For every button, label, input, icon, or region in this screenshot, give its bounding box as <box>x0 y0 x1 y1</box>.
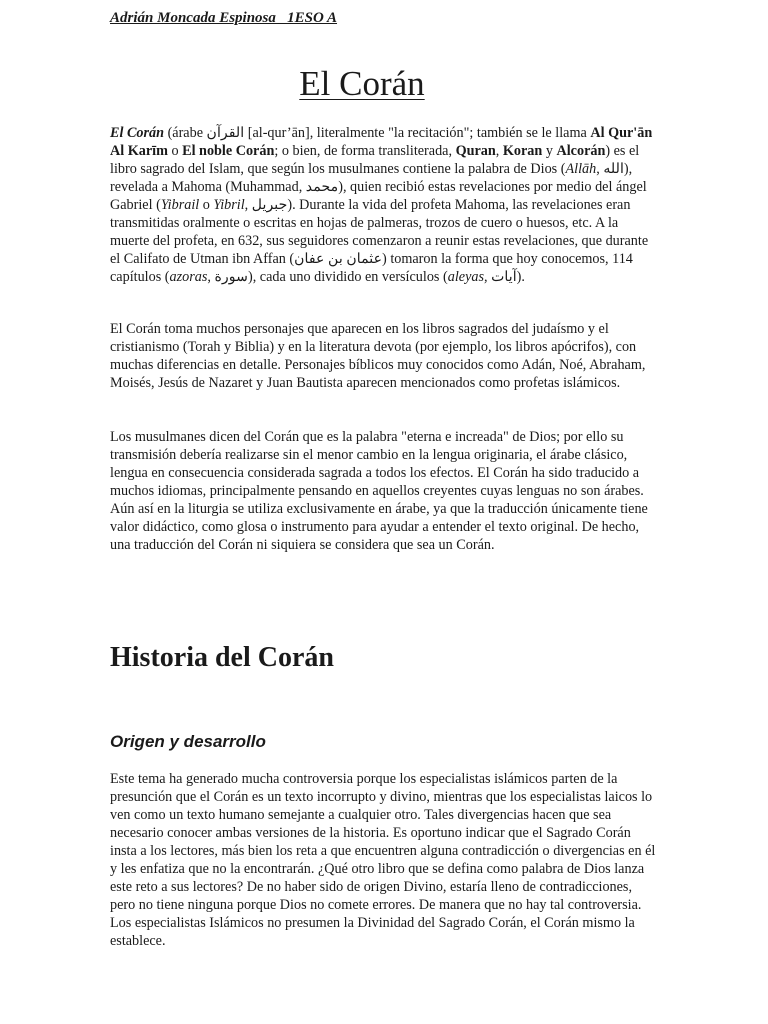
text-span: ). Durante la vida del profeta Mahoma, las revelaciones eran transmitidas oralmente o escritas en hojas de palmeras, trozos de cuero o huesos, etc. A la muerte del profeta, en 632, sus seguidores comenzaron a reunir estas revelaciones, que durante el Califato de Utman ibn Affan ( <box>110 197 649 267</box>
arabic-sura: سورة <box>214 269 248 285</box>
text-span: o <box>167 143 183 159</box>
text-span: [al-qur’ān], literalmente "la recitación"; también se le llama <box>244 125 591 141</box>
text-span: , <box>483 269 492 285</box>
text-span: (árabe <box>164 125 207 141</box>
term-allah: Allāh <box>565 161 597 177</box>
arabic-jibril: جبريل <box>251 197 288 213</box>
intro-paragraph <box>110 124 658 286</box>
paragraph-origen: Este tema ha generado mucha controversia porque los especialistas islámicos parten de la presunción que el Corán es un texto incorrupto y divino, mientras que los especialistas laicos lo ven como un texto humano semejante a cualquier otro. Tales divergencias hacen que sea necesario conocer ambas versiones de la historia. Es oportuno indicar que el Sagrado Corán insta a los lectores, más bien los reta a que encuentren alguna contradicción o divergencias en él y les enfatiza que no la encontrarán. ¿Qué otro libro que se defina como palabra de Dios lanza este reto a sus lectores? De no haber sido de origen Divino, estaría lleno de contradicciones, pero no tiene ninguna porque Dios no comete errores. De manera que no hay tal controversia. Los especialistas Islámicos no presumen la Divinidad del Sagrado Corán, el Corán mismo la establece. <box>110 771 656 949</box>
text-span: ) es el libro sagrado del Islam, que según los musulmanes contiene la palabra de Dios ( <box>110 143 640 177</box>
arabic-muhammad: محمد <box>305 179 339 195</box>
text-span: , <box>207 269 215 285</box>
arabic-quran: القرآن <box>206 125 245 141</box>
text-span: , <box>244 197 252 213</box>
text-span: o <box>199 197 214 213</box>
term-al-quran-al-karim: Al Qur'ān Al Karīm <box>110 125 653 159</box>
term-alcoran: Alcorán <box>556 143 606 159</box>
term-el-noble-coran: El noble Corán <box>182 143 275 159</box>
text-span: ). <box>516 269 525 285</box>
paragraph-traduccion: Los musulmanes dicen del Corán que es la palabra "eterna e increada" de Dios; por ello su transmisión debería realizarse sin el menor cambio en la lengua originaria, el árabe clásico, lengua en consecuencia considerada sagrada a todos los efectos. El Corán ha sido traducido a muchos idiomas, principalmente pensando en aquellos creyentes cuyas lenguas no son árabes. Aún así en la liturgia se utiliza exclusivamente en árabe, ya que la traducción únicamente tiene valor didáctico, como glosa o instrumento para ayudar a entender el texto original. De hecho, una traducción del Corán ni siquiera se considera que sea un Corán. <box>110 429 648 553</box>
term-aleyas: aleyas <box>447 269 484 285</box>
arabic-ayat: آيات <box>491 269 517 285</box>
text-span: ) tomaron la forma que hoy conocemos, 114 capítulos ( <box>110 251 633 285</box>
subheading-origen: Origen y desarrollo <box>110 732 266 751</box>
author-header: Adrián Moncada Espinosa 1ESO A <box>110 10 338 26</box>
term-yibril: Yibril <box>213 197 245 213</box>
text-span: ; o bien, de forma transliterada, <box>274 143 456 159</box>
text-span: y <box>542 143 557 159</box>
term-yibrail: Yibrail <box>160 197 200 213</box>
text-span: , <box>495 143 503 159</box>
section-heading-historia: Historia del Corán <box>110 642 334 673</box>
arabic-allah: الله <box>603 161 624 177</box>
document-title: El Corán <box>299 64 425 103</box>
text-span: ), cada uno dividido en versículos ( <box>247 269 448 285</box>
term-azoras: azoras <box>169 269 208 285</box>
term-el-coran: El Corán <box>110 125 165 141</box>
term-quran: Quran <box>455 143 496 159</box>
text-span: ), quien recibió estas revelaciones por medio del ángel Gabriel ( <box>110 179 647 213</box>
term-koran: Koran <box>502 143 543 159</box>
arabic-uthman: عثمان بن عفان <box>294 251 383 267</box>
text-span: , <box>596 161 604 177</box>
text-span: ), revelada a Mahoma (Muhammad, <box>110 161 633 195</box>
paragraph-personajes: El Corán toma muchos personajes que aparecen en los libros sagrados del judaísmo y el cristianismo (Torah y Biblia) y en la literatura devota (por ejemplo, los libros apócrifos), con muchas diferencias en detalle. Personajes bíblicos muy conocidos como Adán, Noé, Abraham, Moisés, Jesús de Nazaret y Juan Bautista aparecen mencionados como profetas islámicos. <box>110 321 646 391</box>
